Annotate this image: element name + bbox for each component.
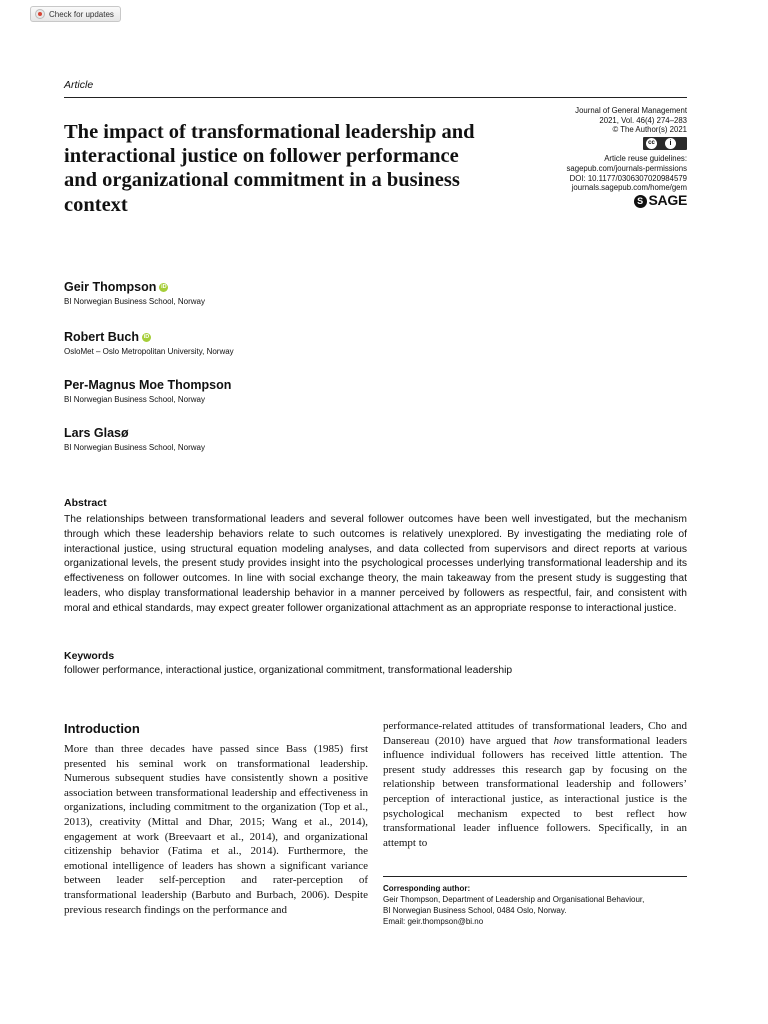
paper-title: The impact of transformational leadership and interactional justice on follower performance and organizational commitment in a business context (64, 121, 475, 216)
journal-copyright: © The Author(s) 2021 (612, 125, 687, 135)
check-for-updates-button[interactable] (30, 6, 121, 22)
orcid-icon[interactable]: iD (161, 283, 167, 290)
corresponding-author-email[interactable]: Email: geir.thompson@bi.no (383, 917, 484, 926)
reuse-link[interactable]: sagepub.com/journals-permissions (566, 163, 687, 173)
journal-volume: 2021, Vol. 46(4) 274–283 (599, 115, 687, 125)
reuse-label: Article reuse guidelines: (604, 154, 687, 164)
right-text-before: performance-related attitudes of transformational leaders, Cho and Dansereau (2010) have argued that (383, 720, 687, 747)
author-name: Lars Glasø (64, 426, 129, 440)
right-text-after: transformational leaders influence individual followers has received little attention. The present study addresses this research gap by focusing on the relationship between transformational leadership and followers’ perception of interactional justice, as interactional justice is the psychological mechanism expected to best reflect how transformational leader influence followers. Specifically, in an attempt to (383, 734, 687, 849)
author-affiliation: BI Norwegian Business School, Norway (64, 395, 205, 404)
keywords-heading: Keywords (64, 650, 115, 662)
header-divider (64, 97, 687, 98)
check-for-updates-label: Check for updates (49, 9, 114, 19)
sage-s-icon: S (634, 195, 647, 208)
author-1 (64, 280, 205, 306)
creative-commons-icon (643, 137, 687, 150)
author-name: Robert Buch (64, 330, 139, 344)
corresponding-author-line1: Geir Thompson, Department of Leadership and Organisational Behaviour, (383, 895, 645, 904)
author-name: Geir Thompson (64, 280, 157, 294)
author-name: Per-Magnus Moe Thompson (64, 378, 232, 392)
author-2 (64, 330, 234, 356)
publisher-name: SAGE (648, 192, 687, 209)
author-3 (64, 378, 231, 404)
article-type-label: Article (64, 79, 94, 91)
doi-link[interactable]: DOI: 10.1177/0306307020984579 (569, 173, 687, 183)
author-affiliation: OsloMet – Oslo Metropolitan University, Norway (64, 347, 234, 356)
corresponding-author-block (383, 883, 693, 927)
author-affiliation: BI Norwegian Business School, Norway (64, 443, 205, 452)
introduction-left-column: More than three decades have passed since Bass (1985) first presented his seminal work on transformational leadership. Numerous subsequent studies have consistently shown a positive association between transformational leadership and effectiveness in organizations, including commitment to the organization (Top et al., 2013), creativity (Mittal and Dhar, 2015; Wang et al., 2014), engagement at work (Breevaart et al., 2014), and organizational citizenship behavior (Fatima et al., 2014). Furthermore, the emotional intelligence of leaders has shown a significant variance between leader self-perception and rater-perception of transformational leadership (Barbuto and Burbach, 2006). Despite previous research findings on the performance and (64, 743, 368, 916)
keywords-text: follower performance, interactional justice, organizational commitment, transformational leadership (64, 665, 513, 676)
introduction-right-column (383, 719, 687, 850)
journal-info (467, 106, 687, 208)
author-affiliation: BI Norwegian Business School, Norway (64, 297, 205, 306)
corresponding-author-line2: BI Norwegian Business School, 0484 Oslo, Norway. (383, 906, 567, 915)
abstract-heading: Abstract (64, 497, 107, 509)
journal-name: Journal of General Management (575, 106, 687, 115)
right-text-italic: how (553, 734, 572, 747)
orcid-icon[interactable]: iD (143, 333, 150, 340)
crossmark-icon (35, 9, 45, 19)
footnote-divider (383, 876, 687, 877)
author-4 (64, 426, 205, 452)
introduction-heading: Introduction (64, 721, 140, 736)
corresponding-author-heading: Corresponding author: (383, 884, 471, 893)
publisher-logo (467, 192, 687, 209)
abstract-text: The relationships between transformational leaders and several follower outcomes have been well investigated, but the mechanism through which these leadership behaviors relate to such outcomes is relatively unexplored. By investigating the mediating role of interactional justice, using structural equation modeling analyses, and data collected from supervisors and direct reports at various organizational levels, the present study provides insight into the psychological processes underlying transformational leadership and its effectiveness on follower outcomes. In line with social exchange theory, the main takeaway from the present study is suggesting that leaders, who display transformational leadership behavior in a manner perceived by followers as respectful, fair, and consistent with moral and ethical standards, may expect greater follower organizational attachment as an appropriate response to interactional justice. (64, 514, 687, 614)
journal-home-link[interactable]: journals.sagepub.com/home/gem (571, 183, 687, 193)
